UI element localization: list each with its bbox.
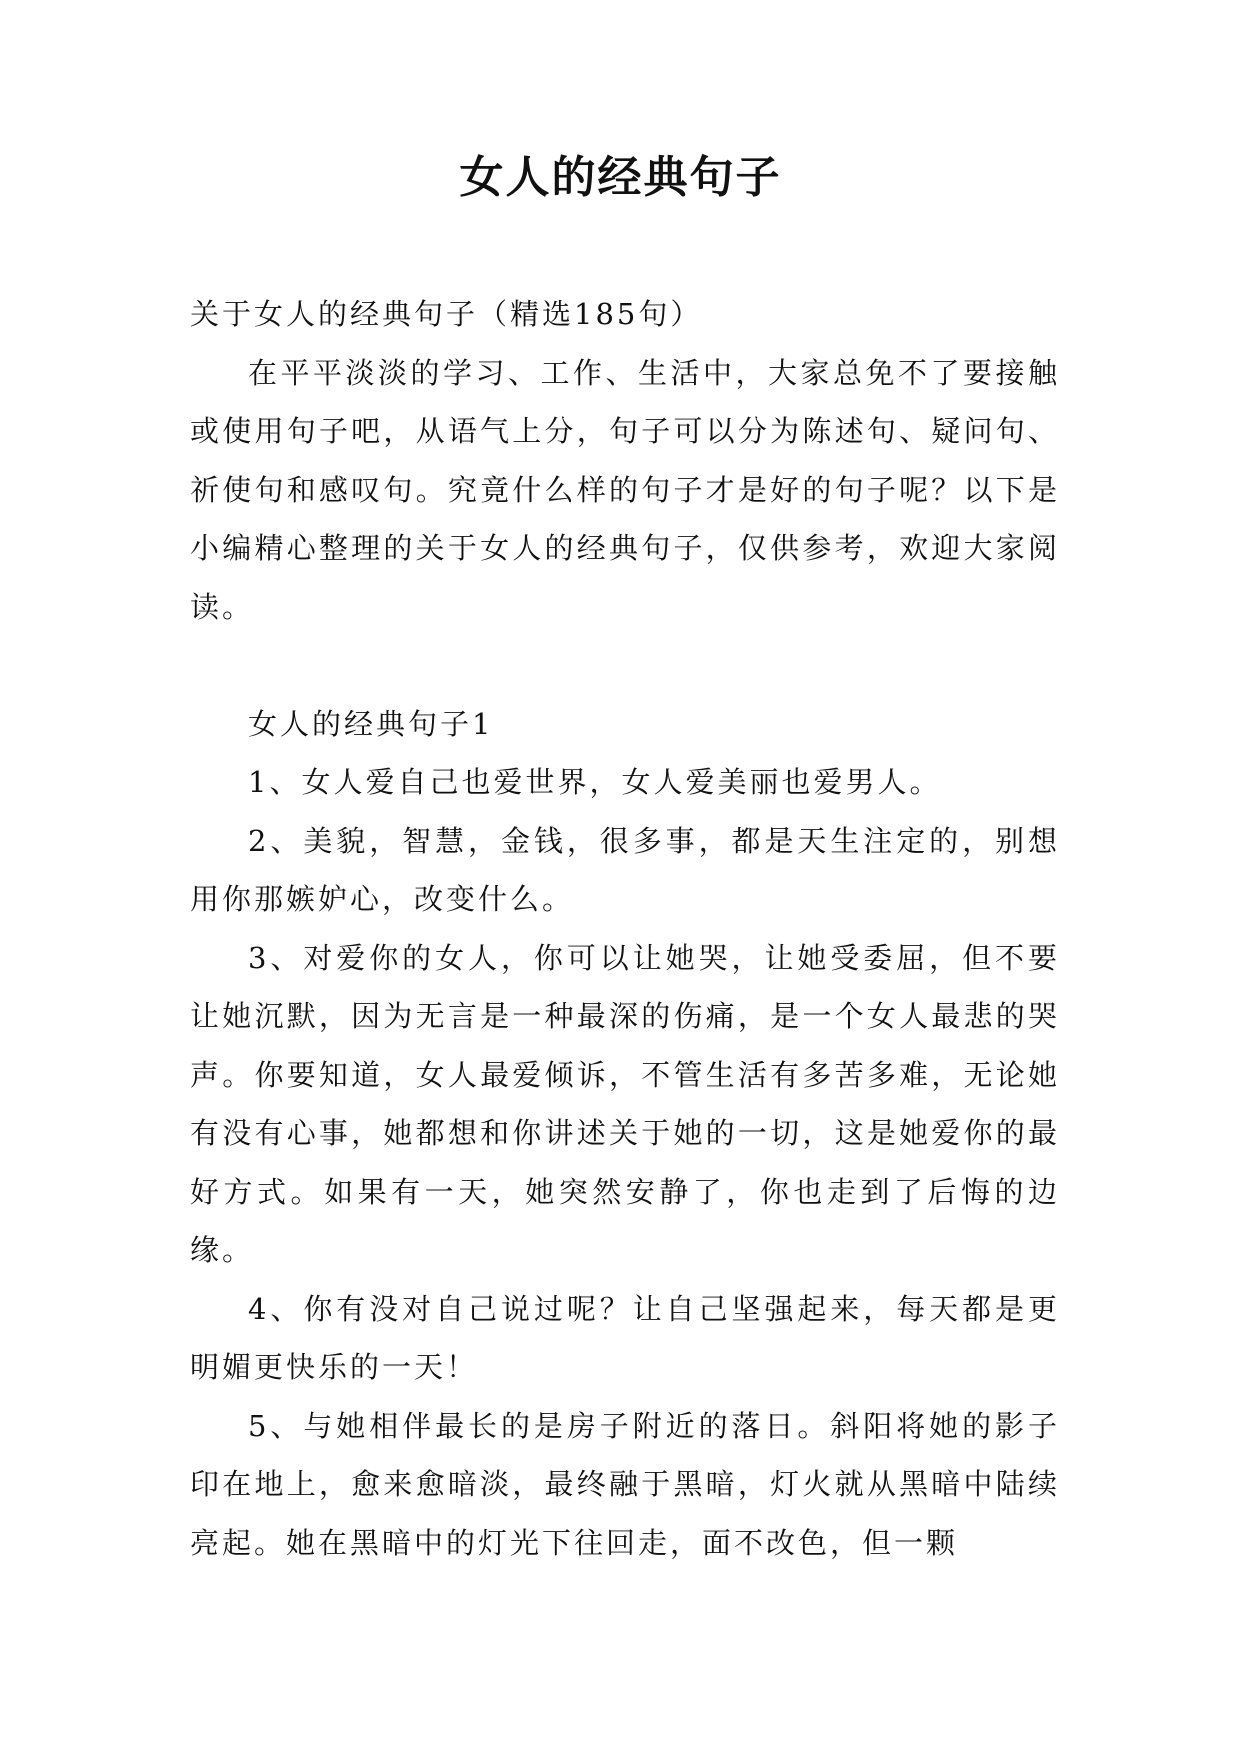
list-item: 1、女人爱自己也爱世界，女人爱美丽也爱男人。	[248, 765, 942, 799]
list-item: 4、你有没对自己说过呢？让自己坚强起来，每天都是更明媚更快乐的一天！	[190, 1291, 1060, 1384]
section-heading: 女人的经典句子1	[248, 706, 494, 741]
document-title: 女人的经典句子	[459, 152, 782, 203]
list-item: 2、美貌，智慧，金钱，很多事，都是天生注定的，别想用你那嫉妒心，改变什么。	[190, 823, 1060, 916]
list-item: 5、与她相伴最长的是房子附近的落日。斜阳将她的影子印在地上，愈来愈暗淡，最终融于黑暗，灯火就从黑暗中陆续亮起。她在黑暗中的灯光下往回走，面不改色，但一颗	[190, 1408, 1060, 1560]
section-spacer	[190, 636, 1060, 695]
document-body	[190, 285, 1060, 1572]
document-subtitle: 关于女人的经典句子（精选185句）	[190, 297, 703, 331]
list-item: 3、对爱你的女人，你可以让她哭，让她受委屈，但不要让她沉默，因为无言是一种最深的伤痛，是一个女人最悲的哭声。你要知道，女人最爱倾诉，不管生活有多苦多难，无论她有没有心事，她都想和你讲述关于她的一切，这是她爱你的最好方式。如果有一天，她突然安静了，你也走到了后悔的边缘。	[190, 940, 1060, 1267]
intro-paragraph: 在平平淡淡的学习、工作、生活中，大家总免不了要接触或使用句子吧，从语气上分，句子可以分为陈述句、疑问句、祈使句和感叹句。究竟什么样的句子才是好的句子呢？以下是小编精心整理的关于女人的经典句子，仅供参考，欢迎大家阅读。	[190, 355, 1060, 624]
